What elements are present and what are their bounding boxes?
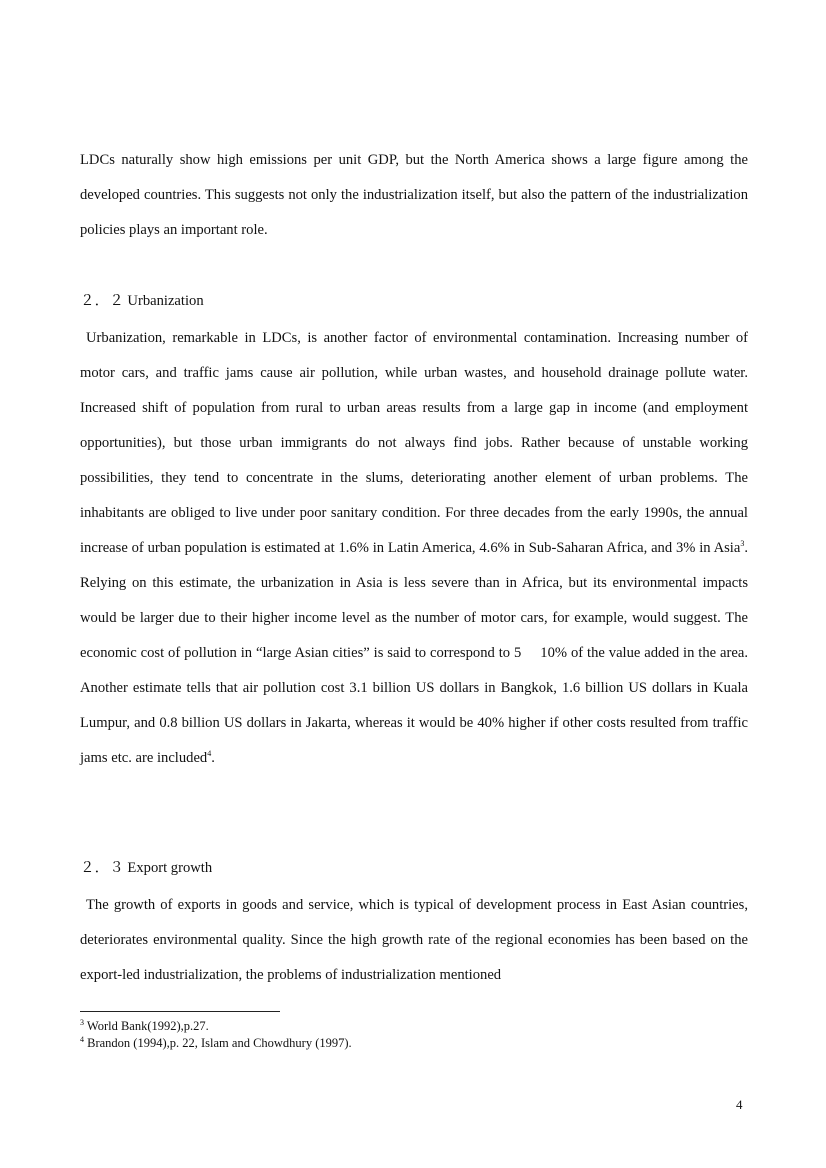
footnote-4 [80, 1035, 352, 1051]
urbanization-text-end: . [211, 750, 215, 766]
urbanization-paragraph [80, 321, 748, 776]
intro-paragraph: LDCs naturally show high emissions per unit GDP, but the North America shows a large figure among the developed countries. This suggests not only the industrialization itself, but also the pattern of the industrialization policies plays an important role. [80, 152, 748, 238]
intro-paragraph-block [80, 143, 748, 248]
urbanization-heading-block [80, 291, 748, 311]
section-heading-urbanization: ２．２ Urbanization [80, 293, 204, 309]
footnote-text-3: World Bank(1992),p.27. [84, 1019, 209, 1033]
footnote-mark-4: 4 [80, 1034, 84, 1044]
export-heading-block [80, 858, 748, 878]
page-number: 4 [736, 1097, 743, 1112]
export-paragraph: The growth of exports in goods and service, which is typical of development process in East Asian countries, deteriorates environmental quality. Since the high growth rate of the regional economies has been based on the export-led industrialization, the problems of industrialization mentioned [80, 897, 748, 983]
footnote-divider [80, 1011, 280, 1012]
footnote-3 [80, 1018, 209, 1034]
section-heading-export: ２．３ Export growth [80, 860, 213, 876]
export-paragraph-block [80, 888, 748, 993]
footnote-ref-3: 3 [740, 539, 745, 549]
urbanization-text-part2: . Relying on this estimate, the urbanization in Asia is less severe than in Africa, but its environmental impacts would be larger due to their higher income level as the number of motor cars, for example, would suggest. The economic cost of pollution in “large Asian cities” is said to correspond to 5 10% of the value added in the area. Another estimate tells that air pollution cost 3.1 billion US dollars in Bangkok, 1.6 billion US dollars in Kuala Lumpur, and 0.8 billion US dollars in Jakarta, whereas it would be 40% higher if other costs resulted from traffic jams etc. are included [80, 540, 748, 766]
footnote-text-4: Brandon (1994),p. 22, Islam and Chowdhury (1997). [84, 1036, 352, 1050]
urbanization-paragraph-block [80, 321, 748, 776]
urbanization-text-part1: Urbanization, remarkable in LDCs, is another factor of environmental contamination. Increasing number of motor cars, and traffic jams cause air pollution, while urban wastes, and household drainage pollute water. Increased shift of population from rural to urban areas results from a large gap in income (and employment opportunities), but those urban immigrants do not always find jobs. Rather because of unstable working possibilities, they tend to concentrate in the slums, deteriorating another element of urban problems. The inhabitants are obliged to live under poor sanitary condition. For three decades from the early 1990s, the annual increase of urban population is estimated at 1.6% in Latin America, 4.6% in Sub-Saharan Africa, and 3% in Asia [80, 330, 748, 556]
footnote-ref-4: 4 [207, 749, 212, 759]
footnote-mark-3: 3 [80, 1017, 84, 1027]
